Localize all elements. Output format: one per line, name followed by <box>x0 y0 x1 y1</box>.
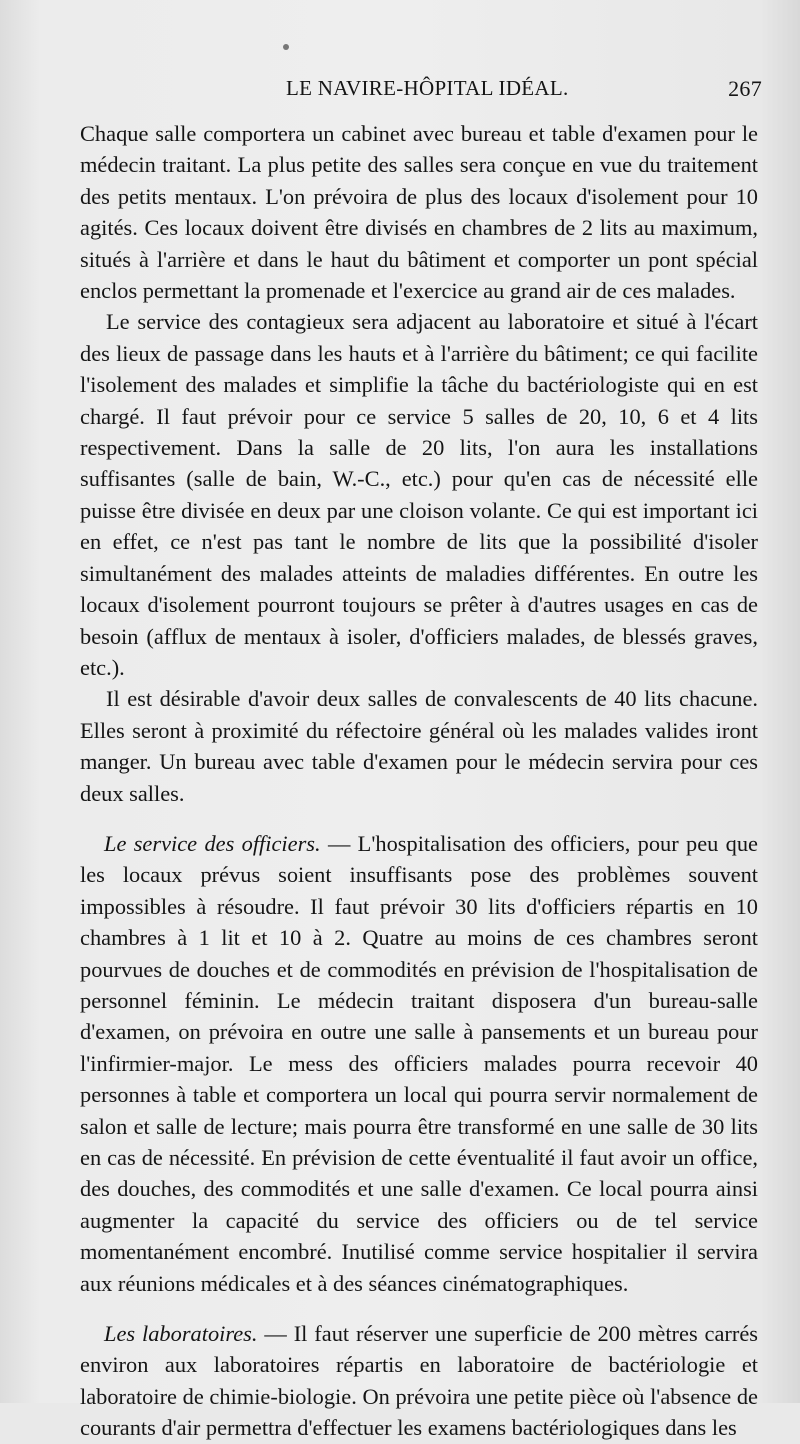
section-text-officers: — L'hospitalisation des officiers, pour peu que les locaux prévus soient insuffisants pose des problèmes souvent impossibles à résoudre. Il faut prévoir 30 lits d'officiers répartis en 10 chambres à 1 lit et 10 à 2. Quatre au moins de ces chambres seront pourvues de douches et de commodités en prévision de l'hospitalisation de personnel féminin. Le médecin traitant disposera d'un bureau-salle d'examen, on prévoira en outre une salle à pansements et un bureau pour l'infirmier-major. Le mess des officiers malades pourra recevoir 40 personnes à table et comportera un local qui pourra servir normalement de salon et salle de lecture; mais pourra être transformé en une salle de 30 lits en cas de nécessité. En prévision de cette éventualité il faut avoir un office, des douches, des commodités et une salle d'examen. Ce local pourra ainsi augmenter la capacité du service des officiers ou de tel service momentanément encombré. Inutilisé comme service hospitalier il servira aux réunions médicales et à des séances cinématographiques. <box>80 830 758 1296</box>
section-officers <box>80 828 758 1299</box>
page-number: 267 <box>728 76 762 101</box>
section-title-laboratories: Les laboratoires. <box>104 1321 258 1347</box>
section-laboratories <box>80 1318 758 1444</box>
body-text <box>80 118 758 1444</box>
paragraph-contagious: Le service des contagieux sera adjacent au laboratoire et situé à l'écart des lieux de passage dans les hauts et à l'arrière du bâtiment; ce qui facilite l'isolement des malades et simplifie la tâche du bactériologiste qui en est chargé. Il faut prévoir pour ce service 5 salles de 20, 10, 6 et 4 lits respectivement. Dans la salle de 20 lits, l'on aura les installations suffisantes (salle de bain, W.-C., etc.) pour qu'en cas de nécessité elle puisse être divisée en deux par une cloison volante. Ce qui est important ici en effet, ce n'est pas tant le nombre de lits que la possibilité d'isoler simultanément des malades atteints de maladies différentes. En outre les locaux d'isolement pourront toujours se prêter à d'autres usages en cas de besoin (afflux de mentaux à isoler, d'officiers malades, de blessés graves, etc.). <box>80 309 758 680</box>
paragraph-convalescents: Il est désirable d'avoir deux salles de convalescents de 40 lits chacune. Elles seront à proximité du réfectoire général où les malades valides iront manger. Un bureau avec table d'examen pour le médecin servira pour ces deux salles. <box>80 686 758 806</box>
running-title: LE NAVIRE-HÔPITAL IDÉAL. <box>286 76 569 100</box>
section-title-officers: Le service des officiers. <box>104 830 321 856</box>
running-head <box>80 76 762 106</box>
section-text-laboratories: — Il faut réserver une superficie de 200 mètres carrés environ aux laboratoires répartis en laboratoire de bactériologie et laboratoire de chimie-biologie. On prévoira une petite pièce où l'absence de courants d'air permettra d'effectuer les examens bactériologiques dans les <box>80 1321 759 1441</box>
paragraph-wards: Chaque salle comportera un cabinet avec bureau et table d'examen pour le médecin traitant. La plus petite des salles sera conçue en vue du traitement des petits mentaux. L'on prévoira de plus des locaux d'isolement pour 10 agités. Ces locaux doivent être divisés en chambres de 2 lits au maximum, situés à l'arrière et dans le haut du bâtiment et comporter un pont spécial enclos permettant la promenade et l'exercice au grand air de ces malades. <box>80 121 758 304</box>
ink-speck <box>283 44 289 50</box>
